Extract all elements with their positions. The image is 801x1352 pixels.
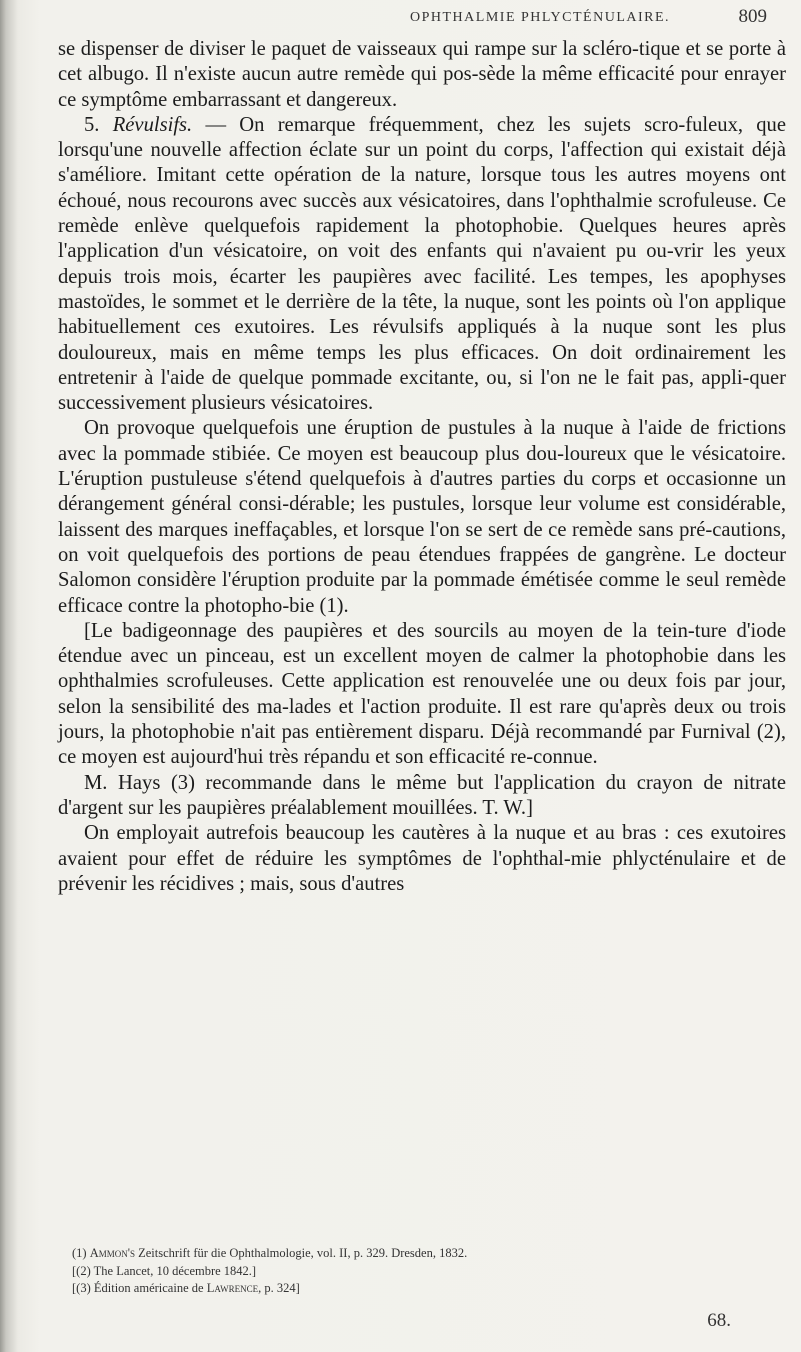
paragraph-pustules: On provoque quelquefois une éruption de pustules à la nuque à l'aide de frictions avec la pommade stibiée. Ce moyen est beaucoup plus dou-loureux que le vésicatoire. L'éruption pustuleuse s'étend quelquefois à d'autres parties du corps et occasionne un dérangement général consi-dérable; les pustules, lorsque leur volume est considérable, laissent des marques ineffaçables, et lorsque l'on se sert de ce remède sans pré-cautions, on voit quelquefois des portions de peau étendues frappées de gangrène. Le docteur Salomon considère l'éruption produite par la pommade émétisée comme le seul remède efficace contre la photopho-bie (1).: [58, 417, 786, 617]
footnotes: [72, 1245, 772, 1298]
footnote-text: Zeitschrift für die Ophthalmologie, vol. II, p. 329. Dresden, 1832.: [138, 1246, 468, 1260]
paragraph-revulsifs-text: On remarque fréquemment, chez les sujets scro-fuleux, que lorsqu'une nouvelle affection éclate sur un point du corps, l'affection qui existait déjà s'améliore. Imitant cette opération de la nature, lorsque tous les autres moyens ont échoué, nous recourons avec succès aux vésicatoires, dans l'ophthalmie scrofuleuse. Ce remède enlève quelquefois rapidement la photophobie. Quelques heures après l'application d'un vésicatoire, on voit des enfants qui n'avaient pu ou-vrir les yeux depuis trois mois, écarter les paupières avec facilité. Les tempes, les apophyses mastoïdes, le sommet et le derrière de la tête, la nuque, sont les points où l'on applique habituellement ces exutoires. Les révulsifs appliqués à la nuque sont les plus douloureux, mais en même temps les plus efficaces. On doit ordinairement les entretenir à l'aide de quelque pommade excitante, ou, si l'on ne le fait pas, appli-quer successivement plusieurs vésicatoires.: [58, 113, 786, 415]
footnote-author: Lawrence: [206, 1281, 259, 1295]
page-number: 809: [738, 6, 767, 27]
main-text: [58, 37, 786, 897]
footnote-2: [72, 1263, 772, 1281]
footnote-text: Édition américaine de: [93, 1281, 204, 1295]
footnote-mark: (1): [72, 1246, 87, 1260]
section-title: Révulsifs.: [112, 113, 193, 136]
paragraph-badigeonnage: [Le badigeonnage des paupières et des sourcils au moyen de la tein-ture d'iode étendue avec un pinceau, est un excellent moyen de calmer la photophobie dans les ophthalmies scrofuleuses. Cette application est renouvelée une ou deux fois par jour, selon la sensibilité des ma-lades et l'action produite. Il est rare qu'après deux ou trois jours, la photophobie n'ait pas entièrement disparu. Déjà recommandé par Furnival (2), ce moyen est aujourd'hui très répandu et son efficacité re-connue.: [58, 619, 786, 769]
footnote-text-end: , p. 324]: [258, 1281, 300, 1295]
footnote-text: The Lancet, 10 décembre 1842.]: [93, 1263, 257, 1278]
signature-mark: 68.: [707, 1310, 731, 1331]
section-number: 5.: [84, 113, 100, 136]
footnote-1: [72, 1245, 772, 1263]
footnote-mark: [(3): [72, 1281, 91, 1295]
paragraph-hays: M. Hays (3) recommande dans le même but l'application du crayon de nitrate d'argent sur les paupières préalablement mouillées. T. W.]: [58, 771, 786, 819]
page-header: [60, 6, 775, 32]
paragraph-cauteres: On employait autrefois beaucoup les cautères à la nuque et au bras : ces exutoires avaient pour effet de réduire les symptômes de l'ophthal-mie phlycténulaire et de prévenir les récidives ; mais, sous d'autres: [58, 822, 786, 895]
footnote-author: Ammon's: [89, 1246, 135, 1260]
footnote-3: [72, 1280, 772, 1298]
footnote-mark: [(2): [72, 1263, 91, 1278]
paragraph-revulsifs: 5. Révulsifs. — On remarque fréquemment, chez les sujets scro-fuleux, que lorsqu'une nouvelle affection éclate sur un point du corps, l'affection qui existait déjà s'améliore. Imitant cette opération de la nature, lorsque tous les autres moyens ont échoué, nous recourons avec succès aux vésicatoires, dans l'ophthalmie scrofuleuse. Ce remède enlève quelquefois rapidement la photophobie. Quelques heures après l'application d'un vésicatoire, on voit des enfants qui n'avaient pu ou-vrir les yeux depuis trois mois, écarter les paupières avec facilité. Les tempes, les apophyses mastoïdes, le sommet et le derrière de la tête, la nuque, sont les points où l'on applique habituellement ces exutoires. Les révulsifs appliqués à la nuque sont les plus douloureux, mais en même temps les plus efficaces. On doit ordinairement les entretenir à l'aide de quelque pommade excitante, ou, si l'on ne le fait pas, appli-quer successivement plusieurs vésicatoires.: [58, 113, 786, 415]
running-title: OPHTHALMIE PHLYCTÉNULAIRE.: [410, 10, 671, 25]
paragraph-continuation: se dispenser de diviser le paquet de vaisseaux qui rampe sur la scléro-tique et se porte à cet albugo. Il n'existe aucun autre remède qui pos-sède la même efficacité pour enrayer ce symptôme embarrassant et dangereux.: [58, 38, 786, 111]
